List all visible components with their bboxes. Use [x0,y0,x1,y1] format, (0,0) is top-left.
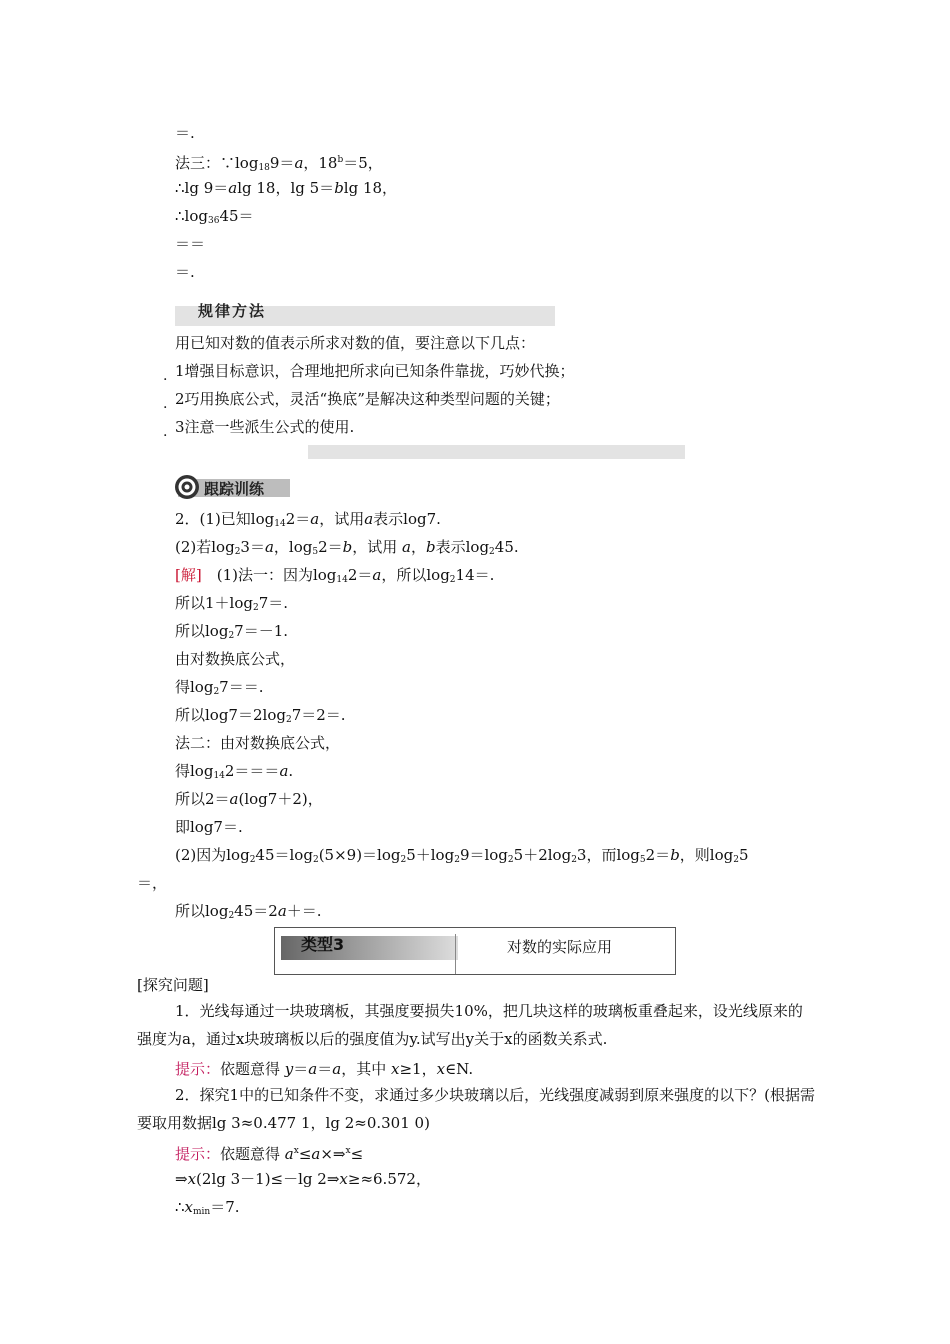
text: 45. [494,538,519,556]
var: a [264,538,274,556]
var: y [284,1060,294,1078]
hint-line4 [175,1197,240,1222]
solution-line3 [175,621,288,646]
text: ≥≈6.572， [347,1170,431,1188]
var: a [332,1060,342,1078]
bullet-dot: . [163,396,168,412]
text: ，试用 [352,538,403,556]
subscript: 2 [489,547,495,557]
explore-problem-1: 1．光线每通过一块玻璃板，其强度要损失10%，把几块这样的玻璃板重叠起来，设光线原来的强度为a，通过x块玻璃板以后的强度值为y.试写出y关于x的函数关系式. [137,1002,803,1048]
method3-line4 [175,206,254,231]
var: a [364,510,374,528]
var: x [339,1170,348,1188]
text: ，log [273,538,313,556]
subscript: 14 [274,519,286,529]
text: (5×9)＝log [318,846,401,864]
method3-line3 [175,178,397,198]
subscript: 2 [507,855,514,865]
text: ≤ [350,1145,364,1163]
var: a [311,1145,321,1163]
text: ，试用 [319,510,365,528]
method3-line6: ＝. [175,263,195,281]
solution-label: [解] [175,566,202,584]
text: ＝ [317,1060,333,1078]
var: a [229,790,239,808]
type-header-box [274,927,676,975]
var: a [284,1145,294,1163]
var: x [187,1170,197,1188]
text: ≥1， [399,1060,437,1078]
text: 所以log [175,622,229,640]
var: a [402,538,411,556]
var: b [426,538,436,556]
text: 2＝ [285,510,311,528]
subscript: 2 [249,855,256,865]
rule-item-1: 1增强目标意识，合理地把所求向已知条件靠拢，巧妙代换； [175,362,575,380]
practice-heading: 跟踪训练 [204,480,265,498]
text: 得log [175,762,214,780]
bullet-dot: . [163,424,168,440]
subscript: 5 [312,547,319,557]
text: 7＝＝. [219,678,264,696]
text: 7＝－1. [234,622,289,640]
subscript: min [193,1207,211,1217]
text: ＝5， [343,154,383,172]
text: lg 18，lg 5＝ [237,179,335,197]
text: (log7＋2)， [238,790,323,808]
subscript: 2 [449,575,456,585]
text: 7＝2＝. [291,706,346,724]
text: 法三：∵log [175,154,259,172]
text: ，所以log [381,566,450,584]
text: ≤ [298,1145,312,1163]
var: a [308,1060,318,1078]
solution-line7: 法二：由对数换底公式， [175,734,341,752]
text: 依题意得 [220,1060,285,1078]
text: (2lg 3－1)≤－lg 2⇒ [196,1170,340,1188]
rule-item-2: 2巧用换底公式，灵活“换底”是解决这种类型问题的关键； [175,390,560,408]
hint-label: 提示： [175,1060,221,1078]
text: ＝ [293,1060,309,1078]
text: 3，而log [576,846,640,864]
subscript: 2 [454,855,460,865]
text: ，则log [679,846,734,864]
subscript: 2 [228,911,235,921]
solution-line9 [175,789,323,809]
text: (2)因为log [175,846,250,864]
subscript: 2 [228,631,235,641]
text: ∈N. [445,1060,474,1078]
var: a [372,566,382,584]
text: . [288,762,294,780]
solution-line4: 由对数换底公式， [175,650,296,668]
subscript: 2 [213,687,220,697]
var: a [294,154,304,172]
text: lg 18， [343,179,398,197]
var: x [184,1198,194,1216]
text: 14＝. [455,566,495,584]
text: ×⇒ [320,1145,346,1163]
var: b [334,179,344,197]
subscript: 14 [213,771,225,781]
text: 表示log7. [373,510,441,528]
bullet-dot: . [163,368,168,384]
text: 所以log7＝2log [175,706,286,724]
text: 所以log [175,902,229,920]
text: ⇒ [175,1170,188,1188]
text: 所以2＝ [175,790,230,808]
var: x [436,1060,446,1078]
text: 5＋2log [513,846,572,864]
solution-line13 [175,901,322,926]
superscript: b [337,155,344,165]
hint-label: 提示： [175,1145,221,1163]
var: a [277,902,287,920]
text: 45＝ [219,207,254,225]
subscript: 2 [285,715,292,725]
subscript: 36 [207,216,220,226]
type-label: 类型3 [301,935,345,954]
solution-line2 [175,593,288,618]
subscript: 2 [571,855,577,865]
subscript: 5 [639,855,646,865]
text: 9＝ [269,154,295,172]
var: a [310,510,320,528]
text: 2＝ [318,538,343,556]
subscript: 2 [733,855,739,865]
subscript: 2 [234,547,241,557]
solution-line11 [175,845,749,870]
var: a [279,762,289,780]
text: ，其中 [341,1060,391,1078]
subscript: 14 [336,575,348,585]
rule-heading: 规律方法 [198,302,267,320]
text: 5 [738,846,749,864]
text: ＝7. [210,1198,240,1216]
solution-line10: 即log7＝. [175,818,243,836]
target-icon [174,474,200,500]
rule-intro: 用已知对数的值表示所求对数的值，要注意以下几点： [175,334,536,352]
superscript: x [293,1146,299,1156]
var: x [391,1060,400,1078]
text: 7＝. [258,594,289,612]
text: ∴lg 9＝ [175,179,229,197]
type-title: 对数的实际应用 [507,938,613,956]
text: 5＋log [406,846,455,864]
solution-line5 [175,677,263,702]
subscript: 18 [258,163,270,173]
var: b [670,846,680,864]
text: ， [410,538,426,556]
rule-item-3: 3注意一些派生公式的使用. [175,418,355,436]
text: 2＝ [347,566,373,584]
method3-line2 [175,150,383,178]
text: 2＝＝＝ [224,762,280,780]
practice-q1 [175,509,441,534]
text: 45＝log [255,846,313,864]
solution-line12: ＝， [137,874,168,892]
solution-line8 [175,761,293,786]
text: 表示log [435,538,490,556]
text: 所以1＋log [175,594,253,612]
explore-heading: [探究问题] [137,976,209,994]
text: 依题意得 [220,1145,285,1163]
text: ∴ [175,1198,185,1216]
solution-line1 [175,565,494,590]
text: 2．(1)已知log [175,510,275,528]
text: ＋＝. [286,902,322,920]
text: 得log [175,678,214,696]
hint-line3 [175,1169,431,1189]
var: a [228,179,238,197]
text: 3＝ [240,538,265,556]
text: 9＝log [459,846,508,864]
hint-line1 [175,1059,473,1079]
rule-end-bar [308,445,685,459]
text: (1)法一：因为log [201,566,337,584]
var: b [342,538,353,556]
solution-line6 [175,705,346,730]
text: 45＝2 [234,902,278,920]
text: ∴log [175,207,208,225]
text: 2＝ [645,846,671,864]
text: (2)若log [175,538,235,556]
hint-line2 [175,1141,363,1164]
practice-q2 [175,537,519,562]
method3-line5: ＝＝ [175,235,206,253]
text: ，18 [303,154,338,172]
subscript: 2 [400,855,407,865]
divider [455,934,456,974]
superscript: x [345,1146,351,1156]
explore-problem-2: 2．探究1中的已知条件不变，求通过多少块玻璃以后，光线强度减弱到原来强度的以下？(根据需要取用数据lg 3≈0.477 1，lg 2≈0.301 0) [137,1086,815,1132]
method3-line1: ＝. [175,124,195,142]
subscript: 2 [252,603,259,613]
subscript: 2 [312,855,319,865]
